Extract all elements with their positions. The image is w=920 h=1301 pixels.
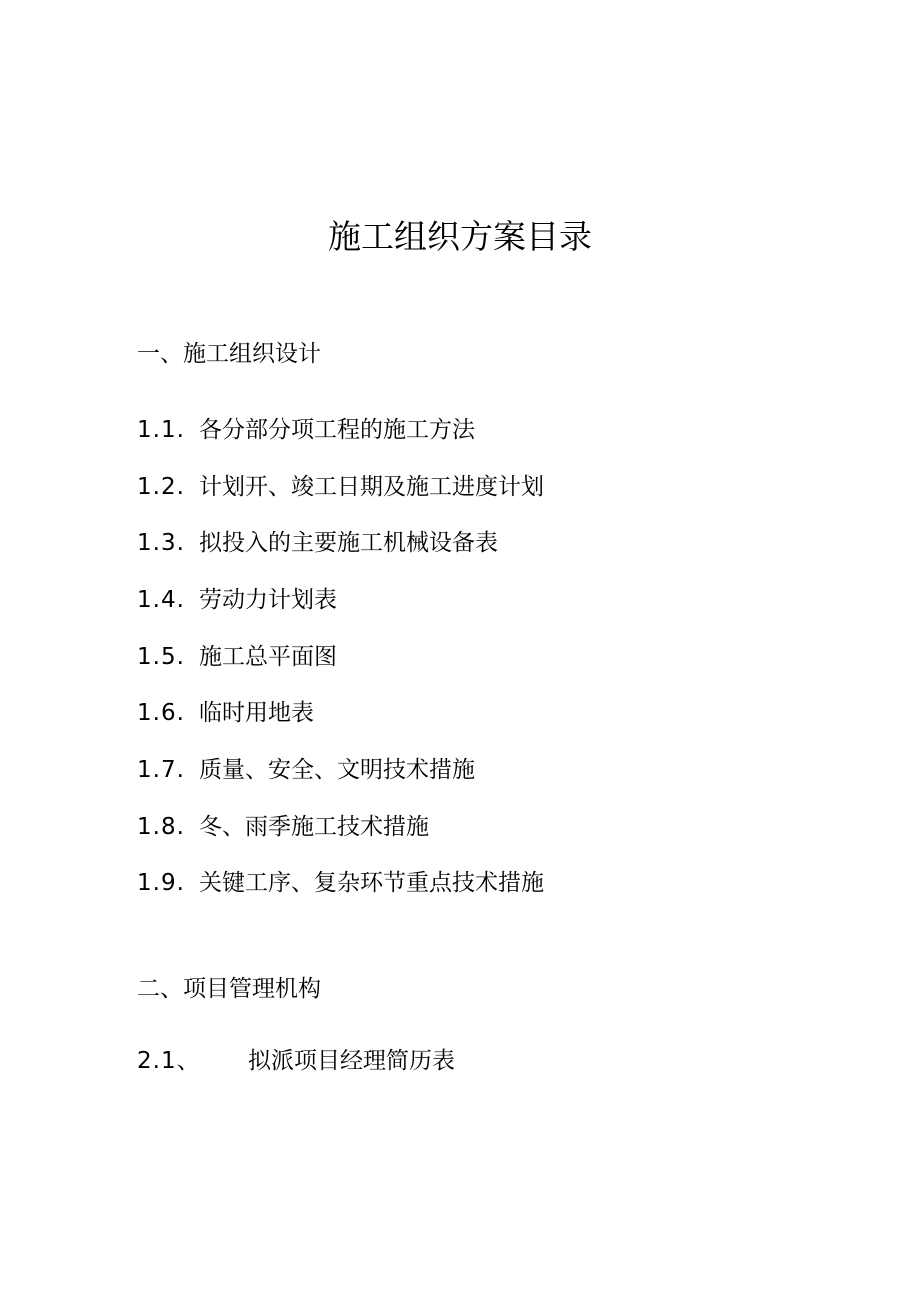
toc-item-text: 计划开、竣工日期及施工进度计划 — [199, 474, 544, 500]
toc-item-1-3 — [137, 526, 498, 560]
toc-item-1-9 — [137, 866, 544, 900]
toc-item-text: 质量、安全、文明技术措施 — [199, 757, 475, 783]
toc-item-1-8 — [137, 810, 429, 844]
toc-item-number: 1.8. — [137, 814, 185, 840]
toc-item-text: 劳动力计划表 — [199, 587, 337, 613]
toc-item-number: 1.2. — [137, 474, 185, 500]
toc-item-number: 1.5. — [137, 644, 185, 670]
document-title: 施工组织方案目录 — [328, 217, 592, 256]
toc-item-number: 2.1、 — [137, 1048, 201, 1074]
toc-item-text: 临时用地表 — [199, 700, 314, 726]
toc-item-1-7 — [137, 753, 475, 787]
toc-item-number: 1.4. — [137, 587, 185, 613]
toc-item-text: 拟投入的主要施工机械设备表 — [199, 530, 498, 556]
toc-item-number: 1.1. — [137, 417, 185, 443]
toc-item-text: 冬、雨季施工技术措施 — [199, 814, 429, 840]
section-heading-1: 一、施工组织设计 — [137, 341, 321, 367]
toc-item-number: 1.7. — [137, 757, 185, 783]
toc-item-1-6 — [137, 696, 314, 730]
toc-item-text: 拟派项目经理简历表 — [248, 1048, 455, 1074]
toc-item-text: 施工总平面图 — [199, 644, 337, 670]
toc-item-2-1 — [137, 1044, 455, 1078]
toc-item-1-4 — [137, 583, 337, 617]
section-heading-2: 二、项目管理机构 — [137, 976, 321, 1002]
toc-item-number: 1.3. — [137, 530, 185, 556]
toc-item-text: 关键工序、复杂环节重点技术措施 — [199, 870, 544, 896]
toc-item-1-2 — [137, 470, 544, 504]
toc-item-text: 各分部分项工程的施工方法 — [199, 417, 475, 443]
toc-item-number: 1.6. — [137, 700, 185, 726]
toc-item-1-5 — [137, 640, 337, 674]
toc-item-1-1 — [137, 413, 475, 447]
toc-item-number: 1.9. — [137, 870, 185, 896]
